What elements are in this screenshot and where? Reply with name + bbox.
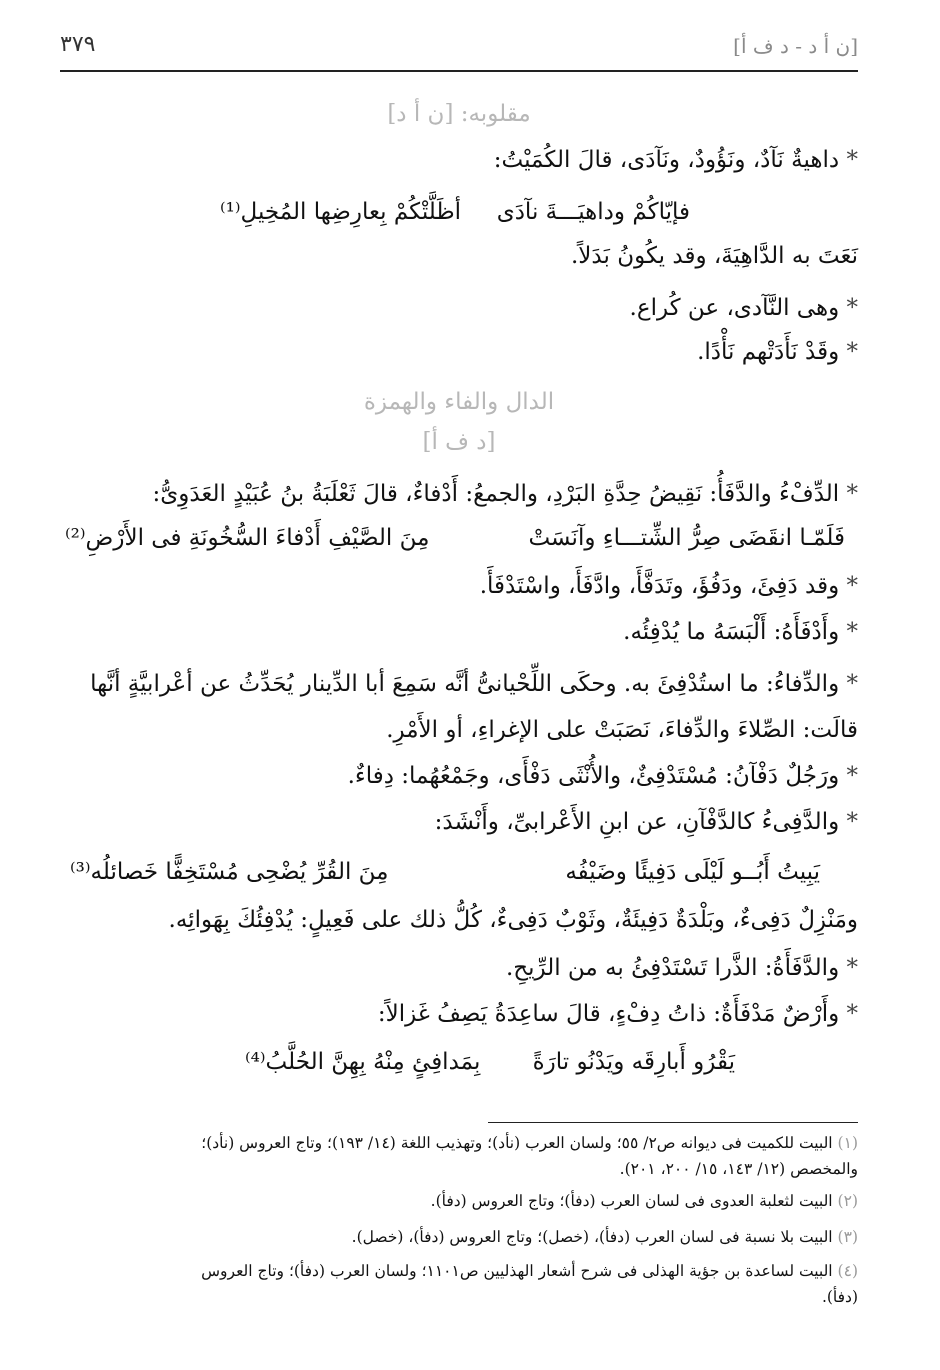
footnote-line [60, 1188, 858, 1214]
footnote-number: (٢) [837, 1192, 858, 1210]
verse-hemistich-first: يَقْرُو أَبارِقَه ويَدْنُو تارَةً [532, 1049, 735, 1075]
star-icon: * [846, 955, 858, 981]
star-icon: * [846, 671, 858, 697]
verse-hemistich-second: مِنَ القُرِّ يُضْحِى مُسْتَخِفًّا خَصائلُه⁽³⁾ [70, 859, 389, 885]
entry-text: وأَرْضٌ مَدْفَأَةٌ: ذاتُ دِفْءٍ، قالَ ساعِدَةُ يَصِفُ غَزالاً: [377, 1001, 840, 1027]
entry-text: ورَجُلٌ دَفْآنُ: مُسْتَدْفِئٌ، والأُنْثَى دَفْأَى، وجَمْعُهُما: دِفاءٌ. [347, 763, 840, 789]
entry-text: وقد دَفِئَ، ودَفُؤَ، وتَدَفَّأَ، وادَّفَأَ، واسْتَدْفَأَ. [479, 573, 840, 599]
footnote-line [60, 1284, 858, 1310]
footnote-text: البيت لساعدة بن جؤية الهذلى فى شرح أشعار الهذليين ص١١٠١؛ ولسان العرب (دفأ)؛ وتاج العروس [201, 1262, 833, 1280]
footnote-text: (دفأ). [821, 1288, 858, 1306]
star-icon: * [846, 763, 858, 789]
entry-text: والدَّفِىءُ كالدَّفْآنِ، عن ابنِ الأَعْرابىِّ، وأَنْشَدَ: [434, 809, 840, 835]
entry-line [60, 806, 858, 838]
entry-line [60, 760, 858, 792]
entry-line [60, 952, 858, 984]
entry-line [60, 570, 858, 602]
chapter-heading: الدال والفاء والهمزة [363, 389, 555, 415]
entry-text: وقَدْ نَأَدَتْهم نَأْدًا. [697, 339, 840, 365]
page-number: ٣٧٩ [60, 32, 96, 57]
footnote-text: والمخصص (١٢/ ١٤٣، ١٥/ ٢٠٠، ٢٠١). [619, 1160, 858, 1178]
entry-line [60, 616, 858, 648]
footnote-number: (١) [837, 1134, 858, 1152]
verse-hemistich-first: فإيّاكُمْ وداهيَـــةَ نآدَى [496, 199, 690, 225]
footnote-number: (٣) [837, 1228, 858, 1246]
footnote-line [60, 1156, 858, 1182]
footnote-text: البيت للكميت فى ديوانه ص٢/ ٥٥؛ ولسان العرب (نأد)؛ وتهذيب اللغة (١٤/ ١٩٣)؛ وتاج العروس (نأد)؛ [201, 1134, 833, 1152]
verse-hemistich-first: يَبِيتُ أَبُــو لَيْلَى دَفِيئًا وضَيْفُه [565, 859, 820, 885]
star-icon: * [846, 339, 858, 365]
entry-line [60, 336, 858, 368]
entry-line [60, 478, 858, 510]
entry-text: الدِّفْءُ والدَّفَأُ: نَقِيضُ حِدَّةِ البَرْدِ، والجمعُ: أَدْفاءٌ، قالَ ثَعْلَبَةُ بنُ عُبَيْدٍ العَدَوِىُّ: [152, 481, 840, 507]
verse-hemistich-second: أظَلَّتْكُمْ بِعارِضِها المُخِيلِ⁽¹⁾ [220, 199, 462, 225]
star-icon: * [846, 1001, 858, 1027]
entry-text: وهى النَّآدى، عن كُراع. [629, 295, 840, 321]
entry-line: نَعَتَ به الدَّاهِيَةَ، وقد يكُونُ بَدَلاً. [570, 243, 858, 269]
entry-text: والدِّفاءُ: ما استُدْفِئَ به. وحكَى اللِّحْيانىُّ أنَّه سَمِعَ أبا الدِّينار يُحَدِّثُ عن أعْرابيَّةٍ أنَّها [90, 671, 840, 697]
footnote-text: البيت لثعلبة العدوى فى لسان العرب (دفأ)؛ وتاج العروس (دفأ). [430, 1192, 833, 1210]
verse-hemistich-first: فَلَمّـا انقَضَى صِرُّ الشِّتـــاءِ وآنَسَتْ [528, 525, 845, 551]
entry-line: قالَت: الصِّلاءَ والدِّفاءَ، نَصَبَتْ على الإغراءِ، أو الأَمْرِ. [386, 717, 858, 743]
footnote-line [60, 1130, 858, 1156]
root-heading: [د ف أ] [422, 429, 496, 455]
star-icon: * [846, 809, 858, 835]
entry-line [60, 144, 858, 176]
entry-line [60, 998, 858, 1030]
star-icon: * [846, 295, 858, 321]
entry-text: وأَدْفَأَهُ: أَلْبَسَهُ ما يُدْفِئُه. [623, 619, 840, 645]
star-icon: * [846, 573, 858, 599]
header-rule [60, 70, 858, 72]
entry-text: والدَّفَأَةُ: الذَّرا تَسْتَدْفِئُ به من الرِّيحِ. [505, 955, 840, 981]
entry-line [60, 668, 858, 700]
footnote-line [60, 1224, 858, 1250]
section-heading: مقلوبه: [ن أ د] [387, 101, 531, 127]
running-header [60, 28, 858, 72]
verse-hemistich-second: بِمَدافِئٍ مِنْهُ بِهِنَّ الحُلَّبُ⁽⁴⁾ [245, 1049, 481, 1075]
star-icon: * [846, 619, 858, 645]
star-icon: * [846, 147, 858, 173]
entry-text: داهيةٌ نَآدٌ، ونَؤُودٌ، ونَآدَى، قالَ الكُمَيْتُ: [493, 147, 840, 173]
verse-hemistich-second: مِنَ الصَّيْفِ أَدْفاءَ السُّخُونَةِ فى الأَرْضِ⁽²⁾ [65, 525, 430, 551]
footnote-rule [488, 1122, 858, 1123]
header-section: [ن أ د - د ف أ] [733, 34, 858, 58]
entry-line: ومَنْزِلٌ دَفِىءٌ، وبَلْدَةٌ دَفِيئَةٌ، وثَوْبٌ دَفِىءٌ، كُلُّ ذلك على فَعِيلٍ: يُدْفِئُكَ بِهَوائِه. [168, 907, 858, 933]
footnote-line [60, 1258, 858, 1284]
entry-line [60, 292, 858, 324]
footnote-text: البيت بلا نسبة فى لسان العرب (دفأ)، (خصل)؛ وتاج العروس (دفأ)، (خصل). [351, 1228, 833, 1246]
footnote-number: (٤) [837, 1262, 858, 1280]
star-icon: * [846, 481, 858, 507]
